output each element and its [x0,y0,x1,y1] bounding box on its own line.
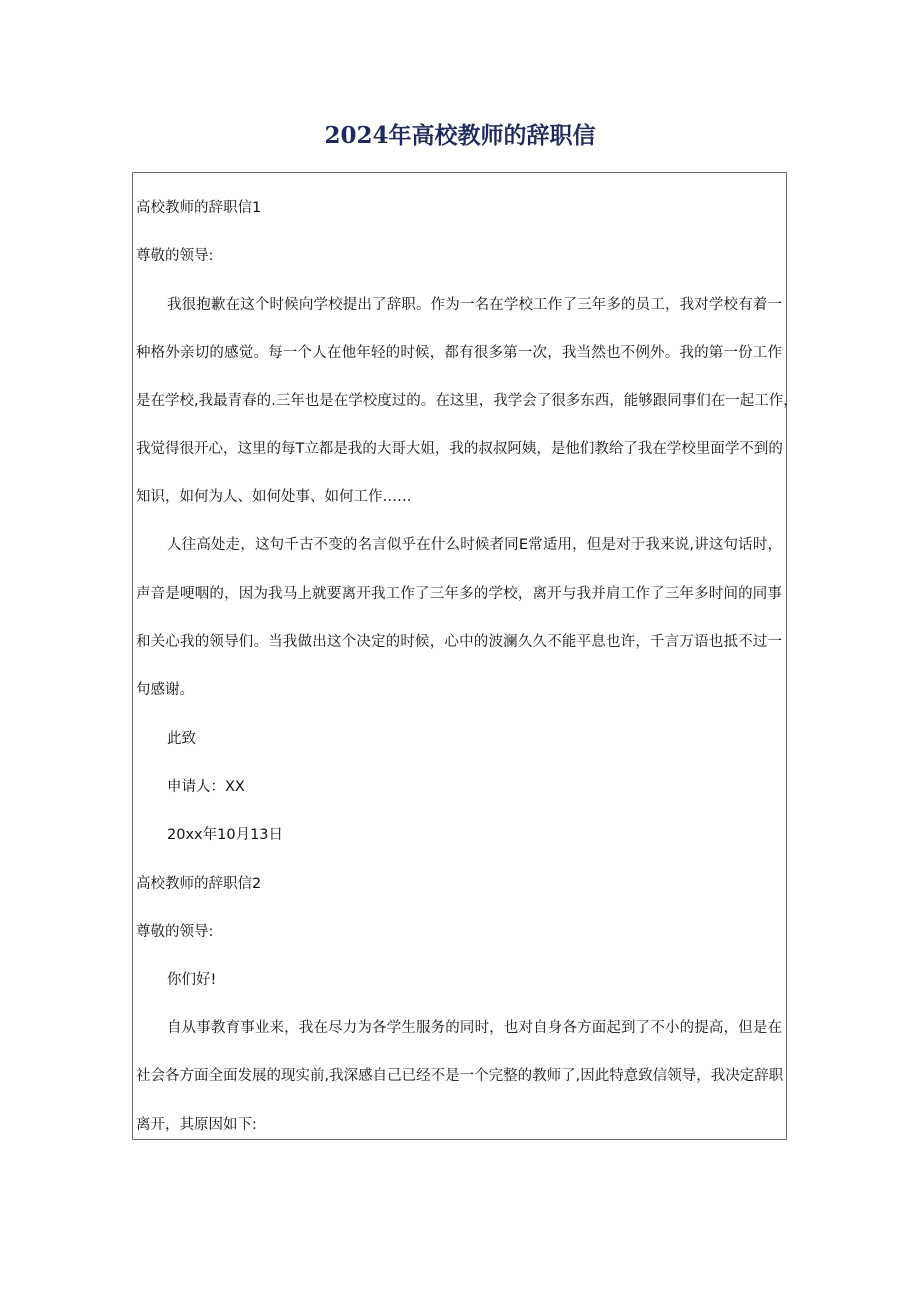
letter-1-paragraph-1-line: 种格外亲切的感觉。每一个人在他年轻的时候，都有很多第一次，我当然也不例外。我的第一份工作 [136,345,782,361]
letter-1-date: 20xx年10月13日 [167,827,284,843]
letter-2-heading: 高校教师的辞职信2 [136,876,262,892]
letter-2-salutation: 尊敬的领导: [136,924,214,940]
letter-1-paragraph-2-line: 声音是哽咽的，因为我马上就要离开我工作了三年多的学校，离开与我并肩工作了三年多时间的同事 [136,586,782,602]
letter-frame [132,172,798,1140]
letter-1-heading: 高校教师的辞职信1 [136,200,262,216]
letter-2-paragraph-1-line: 社会各方面全面发展的现实前,我深感自己已经不是一个完整的教师了,因此特意致信领导，我决定辞职 [136,1068,784,1084]
letter-1-closing: 此致 [167,731,196,747]
letter-1-paragraph-1-line: 知识，如何为人、如何处事、如何工作…… [136,489,412,505]
letter-1-applicant: 申请人：XX [167,779,245,795]
document-title: 2024年高校教师的辞职信 [324,122,596,149]
letter-2-paragraph-1-line: 自从事教育事业来，我在尽力为各学生服务的同时，也对自身各方面起到了不小的提高，但是在 [167,1020,782,1036]
letter-1-paragraph-2-line: 和关心我的领导们。当我做出这个决定的时候，心中的波澜久久不能平息也许，千言万语也抵不过一 [136,634,782,650]
letter-1-paragraph-2-line: 人往高处走，这句千古不变的名言似乎在什么时候者同E常适用，但是对于我来说,讲这句话时， [167,537,782,553]
letter-1-salutation: 尊敬的领导: [136,248,214,264]
letter-1-paragraph-1-line: 我觉得很开心，这里的每T立都是我的大哥大姐，我的叔叔阿姨，是他们教给了我在学校里面学不到的 [136,441,783,457]
letter-1-paragraph-2-line: 句感谢。 [136,682,194,698]
letter-1-paragraph-1-line: 是在学校,我最青春的.三年也是在学校度过的。在这里，我学会了很多东西，能够跟同事们在一起工作， [136,393,798,409]
letter-2-greeting: 你们好! [167,972,217,988]
letter-2-paragraph-1-line: 离开，其原因如下: [136,1117,257,1133]
letter-1-paragraph-1-line: 我很抱歉在这个时候向学校提出了辞职。作为一名在学校工作了三年多的员工，我对学校有着一 [167,297,782,313]
